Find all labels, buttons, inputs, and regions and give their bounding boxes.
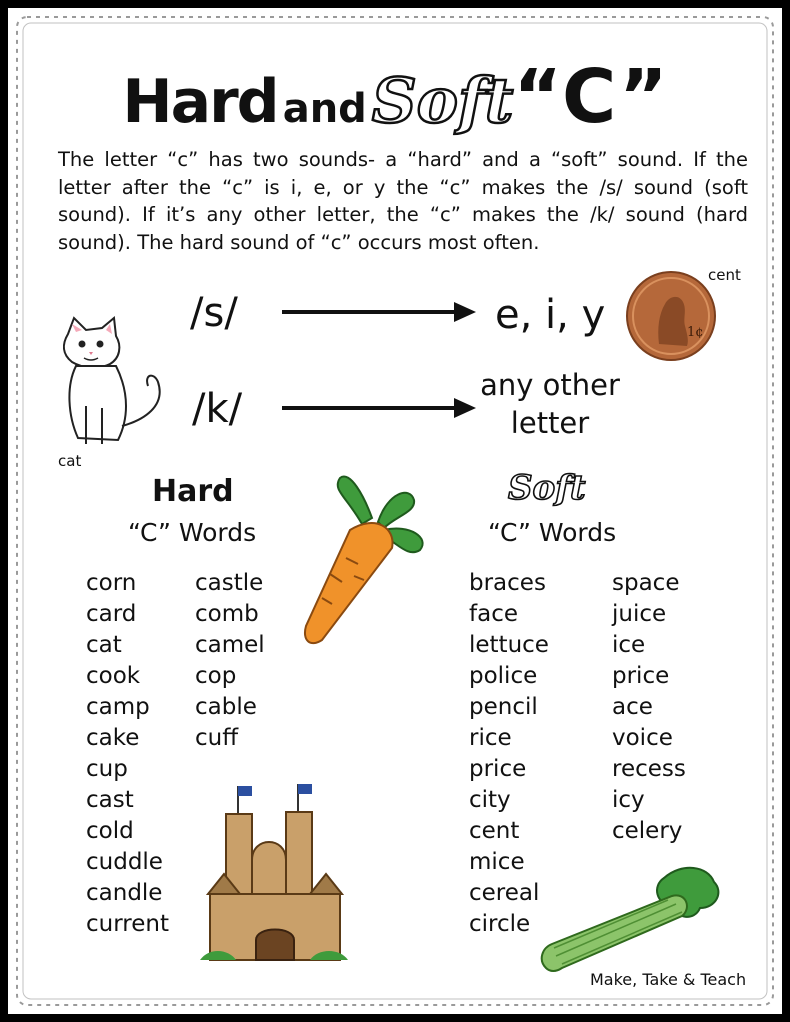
title-and: and <box>282 86 367 132</box>
soft-sound-label: /s/ <box>190 290 238 336</box>
soft-word: space <box>612 570 680 596</box>
hard-letters <box>470 366 630 442</box>
soft-heading: Soft <box>508 468 586 508</box>
hard-word: camel <box>195 632 265 658</box>
soft-word: cereal <box>469 880 540 906</box>
hard-word: castle <box>195 570 264 596</box>
hard-word: card <box>86 601 137 627</box>
credit-text: Make, Take & Teach <box>590 970 747 989</box>
soft-letters: e, i, y <box>495 292 606 338</box>
hard-rule-arrow-icon <box>280 396 480 420</box>
title-soft: Soft <box>371 64 514 137</box>
hard-word: cop <box>195 663 237 689</box>
hard-word: cake <box>86 725 140 751</box>
celery-icon <box>532 856 732 976</box>
soft-word: rice <box>469 725 512 751</box>
hard-word: candle <box>86 880 163 906</box>
soft-word: recess <box>612 756 686 782</box>
soft-word: city <box>469 787 511 813</box>
soft-word: juice <box>612 601 667 627</box>
soft-word: ace <box>612 694 653 720</box>
title-hard: Hard <box>122 67 278 137</box>
penny-label: cent <box>708 266 741 284</box>
soft-word: ice <box>612 632 646 658</box>
hard-letters-line1: any other <box>480 368 620 402</box>
hard-subheading: “C” Words <box>128 518 257 547</box>
hard-word: comb <box>195 601 259 627</box>
hard-word: camp <box>86 694 150 720</box>
soft-word: celery <box>612 818 683 844</box>
hard-letters-line2: letter <box>510 406 590 440</box>
hard-word: cuff <box>195 725 239 751</box>
worksheet-page <box>8 8 782 1014</box>
hard-word: cook <box>86 663 141 689</box>
soft-word: braces <box>469 570 546 596</box>
soft-word: icy <box>612 787 645 813</box>
hard-heading: Hard <box>152 474 234 509</box>
soft-rule-arrow-icon <box>280 300 480 324</box>
soft-words-column-2 <box>612 568 686 847</box>
hard-words-column-2 <box>195 568 265 754</box>
intro-paragraph: The letter “c” has two sounds- a “hard” and a “soft” sound. If the letter after the “c” is i, e, or y the “c” makes the /s/ sound (soft sound). If it’s any other letter, the “c” makes the /k/ sound (hard sound). The hard sound of “c” occurs most often. <box>58 148 748 254</box>
carrot-icon <box>292 466 442 646</box>
hard-word: corn <box>86 570 137 596</box>
title-c: “C” <box>513 54 668 140</box>
soft-word: price <box>469 756 527 782</box>
soft-word: circle <box>469 911 531 937</box>
hard-words-column-1 <box>86 568 169 940</box>
soft-subheading: “C” Words <box>488 518 617 547</box>
soft-word: cent <box>469 818 520 844</box>
soft-word: police <box>469 663 538 689</box>
cat-label: cat <box>58 452 82 470</box>
cat-icon <box>58 316 173 456</box>
soft-word: voice <box>612 725 673 751</box>
hard-word: cast <box>86 787 134 813</box>
soft-word: price <box>612 663 670 689</box>
soft-word: face <box>469 601 518 627</box>
hard-word: cat <box>86 632 122 658</box>
hard-word: cuddle <box>86 849 163 875</box>
soft-word: pencil <box>469 694 538 720</box>
soft-word: lettuce <box>469 632 549 658</box>
hard-sound-label: /k/ <box>192 386 243 432</box>
hard-word: cold <box>86 818 134 844</box>
hard-word: current <box>86 911 169 937</box>
hard-word: cup <box>86 756 128 782</box>
hard-word: cable <box>195 694 257 720</box>
soft-word: mice <box>469 849 525 875</box>
castle-icon <box>200 776 350 966</box>
page-title <box>8 54 782 140</box>
penny-value: 1¢ <box>687 325 704 340</box>
